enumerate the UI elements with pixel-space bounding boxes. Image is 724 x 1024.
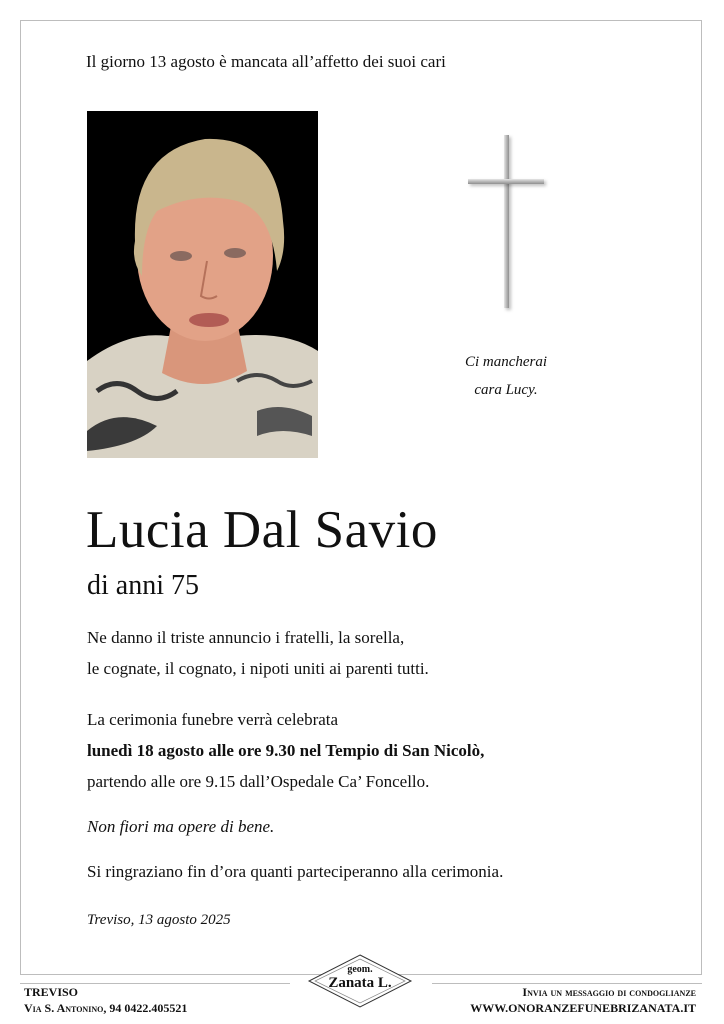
logo-subtitle: geom. [347, 964, 373, 975]
deceased-name: Lucia Dal Savio [86, 501, 438, 559]
ceremony-line-3: partendo alle ore 9.15 dall’Ospedale Ca’ Foncello. [87, 772, 430, 791]
condolences-link[interactable]: Invia un messaggio di condoglianze [522, 985, 696, 999]
footer-city: TREVISO [24, 985, 79, 999]
ceremony-line-1: La cerimonia funebre verrà celebrata [87, 710, 339, 729]
cross-icon [466, 135, 546, 310]
website-link[interactable]: WWW.ONORANZEFUNEBRIZANATA.IT [470, 1001, 696, 1015]
ceremony-line-2: lunedì 18 agosto alle ore 9.30 nel Tempio di San Nicolò, [87, 741, 485, 760]
announcement [87, 622, 429, 684]
place-date: Treviso, 13 agosto 2025 [87, 912, 231, 928]
flowers-note: Non fiori ma opere di bene. [87, 817, 275, 836]
footer-address: Via S. Antonino, 94 0422.405521 [24, 1001, 188, 1015]
footer-right [470, 984, 696, 1016]
footer-left [24, 984, 187, 1016]
funeral-home-logo [306, 953, 414, 1009]
ceremony-info [87, 704, 484, 797]
announcement-line-1: Ne danno il triste annuncio i fratelli, la sorella, [87, 628, 405, 647]
intro-text: Il giorno 13 agosto è mancata all’affetto dei suoi cari [86, 52, 446, 71]
tribute-line-2: cara Lucy. [474, 382, 538, 398]
announcement-line-2: le cognate, il cognato, i nipoti uniti ai parenti tutti. [87, 659, 429, 678]
portrait-photo [87, 111, 318, 458]
tribute-line-1: Ci mancherai [464, 354, 548, 370]
thanks-note: Si ringraziano fin d’ora quanti parteciperanno alla cerimonia. [87, 862, 504, 881]
deceased-age: di anni 75 [87, 570, 199, 601]
tribute-text [430, 348, 582, 404]
logo-name: Zanata L. [328, 975, 392, 991]
